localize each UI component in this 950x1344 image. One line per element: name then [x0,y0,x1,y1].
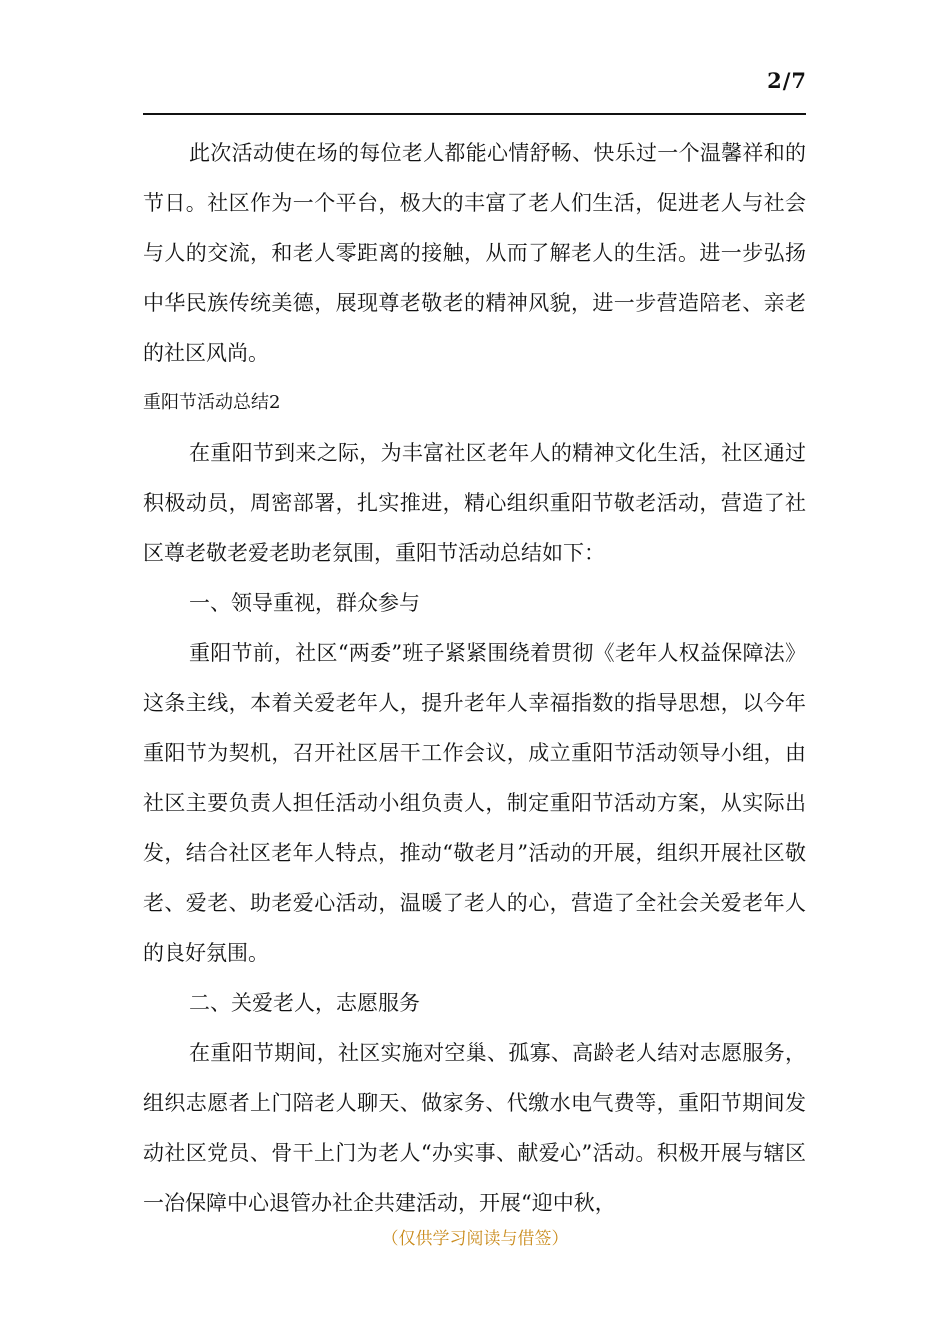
footer-note: （仅供学习阅读与借签） [381,1229,569,1249]
paragraph-volunteer: 在重阳节期间，社区实施对空巢、孤寡、高龄老人结对志愿服务，组织志愿者上门陪老人聊天、做家务、代缴水电气费等，重阳节期间发动社区党员、骨干上门为老人“办实事、献爱心”活动。积极开展与辖区一冶保障中心退管办社企共建活动，开展“迎中秋， [143,1041,806,1215]
subheading-volunteer: 二、关爱老人，志愿服务 [189,991,420,1015]
document-body [143,128,806,1228]
paragraph-intro: 在重阳节到来之际，为丰富社区老年人的精神文化生活，社区通过积极动员，周密部署，扎实推进，精心组织重阳节敬老活动，营造了社区尊老敬老爱老助老氛围，重阳节活动总结如下： [143,441,806,565]
header-rule [143,113,806,115]
page-number: 2/7 [767,68,807,93]
subheading-leadership: 一、领导重视，群众参与 [189,591,420,615]
paragraph-leadership: 重阳节前，社区“两委”班子紧紧围绕着贯彻《老年人权益保障法》这条主线，本着关爱老年人，提升老年人幸福指数的指导思想，以今年重阳节为契机，召开社区居干工作会议，成立重阳节活动领导小组，由社区主要负责人担任活动小组负责人，制定重阳节活动方案，从实际出发，结合社区老年人特点，推动“敬老月”活动的开展，组织开展社区敬老、爱老、助老爱心活动，温暖了老人的心，营造了全社会关爱老年人的良好氛围。 [143,641,806,965]
paragraph-activity-summary: 此次活动使在场的每位老人都能心情舒畅、快乐过一个温馨祥和的节日。社区作为一个平台，极大的丰富了老人们生活，促进老人与社会与人的交流，和老人零距离的接触，从而了解老人的生活。进一步弘扬中华民族传统美德，展现尊老敬老的精神风貌，进一步营造陪老、亲老的社区风尚。 [143,141,806,365]
section-title: 重阳节活动总结2 [143,392,281,413]
